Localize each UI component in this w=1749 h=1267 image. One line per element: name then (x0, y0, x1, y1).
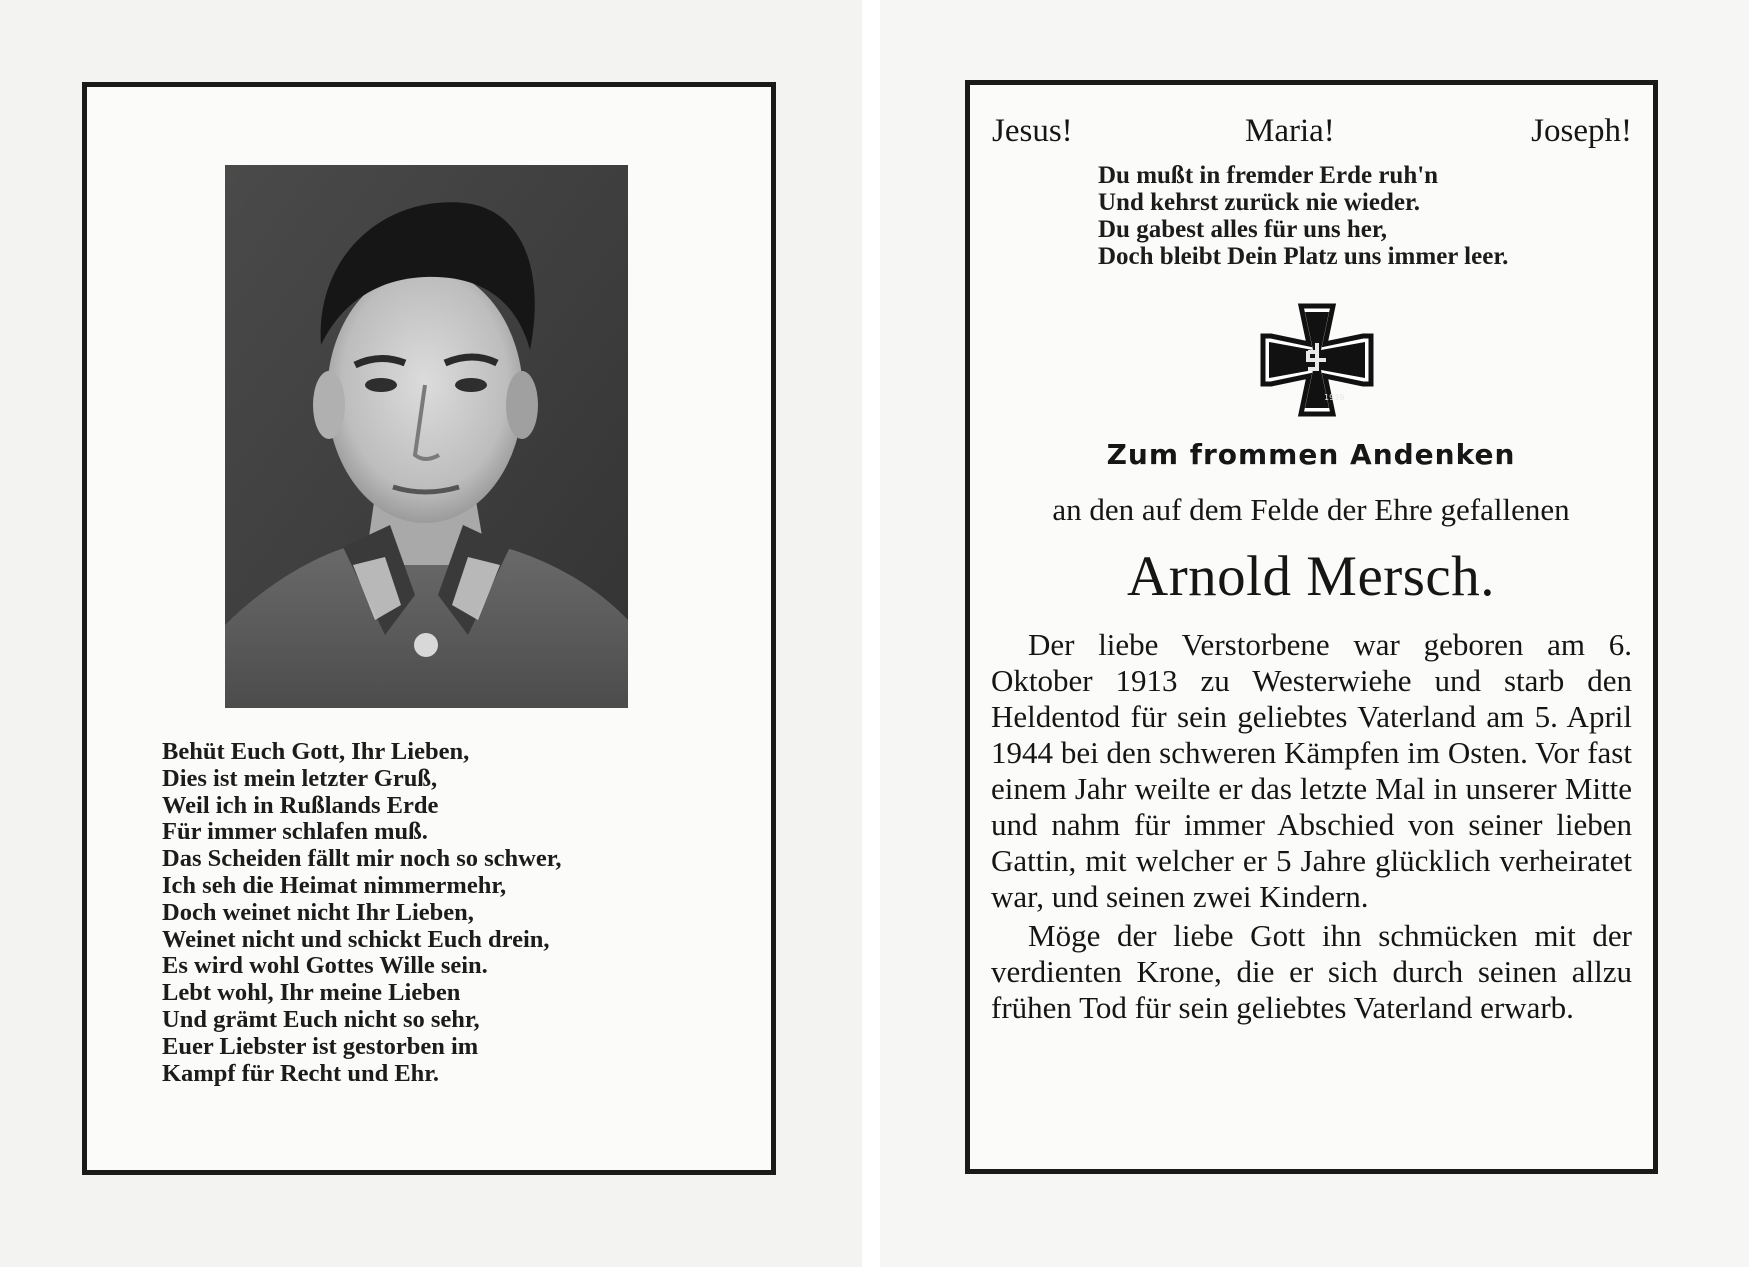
cross-year-label: 1939 (1324, 393, 1345, 402)
farewell-poem (162, 739, 722, 1087)
poem-line: Weil ich in Rußlands Erde (162, 791, 439, 819)
verse-line: Und kehrst zurück nie wieder. (1098, 189, 1421, 216)
portrait-photo (225, 165, 628, 708)
poem-line: Es wird wohl Gottes Wille sein. (162, 952, 488, 980)
poem-line: Und grämt Euch nicht so sehr, (162, 1005, 480, 1033)
memorial-subheading: an den auf dem Felde der Ehre gefallenen (1052, 492, 1570, 527)
invocation-maria: Maria! (1245, 113, 1335, 149)
memorial-heading: Zum frommen Andenken (1106, 438, 1516, 471)
poem-line: Kampf für Recht und Ehr. (162, 1059, 440, 1087)
invocation-joseph: Joseph! (1531, 113, 1632, 149)
iron-cross-icon (1259, 302, 1375, 418)
memorial-verse (1098, 162, 1508, 270)
poem-line: Behüt Euch Gott, Ihr Lieben, (162, 738, 470, 765)
verse-line: Du mußt in fremder Erde ruh'n (1098, 162, 1439, 189)
poem-line: Euer Liebster ist gestorben im (162, 1032, 479, 1060)
biography-text (991, 627, 1632, 1026)
invocation-line (990, 113, 1632, 153)
poem-line: Ich seh die Heimat nimmermehr, (162, 871, 507, 899)
poem-line: Lebt wohl, Ihr meine Lieben (162, 979, 461, 1007)
poem-line: Das Scheiden fällt mir noch so schwer, (162, 845, 562, 873)
poem-line: Doch weinet nicht Ihr Lieben, (162, 898, 474, 926)
poem-line: Dies ist mein letzter Gruß, (162, 764, 438, 792)
prayer-paragraph: Möge der liebe Gott ihn schmücken mit der verdienten Krone, die er sich durch seinen allzu frühen Tod für sein geliebtes Vaterland erwarb. (991, 918, 1632, 1025)
verse-line: Doch bleibt Dein Platz uns immer leer. (1098, 243, 1509, 270)
poem-line: Weinet nicht und schickt Euch drein, (162, 925, 550, 953)
poem-line: Für immer schlafen muß. (162, 818, 428, 846)
invocation-jesus: Jesus! (992, 113, 1073, 149)
biography-paragraph: Der liebe Verstorbene war geboren am 6. Oktober 1913 zu Westerwiehe und starb den Heldentod für sein geliebtes Vaterland am 5. April 1944 bei den schweren Kämpfen im Osten. Vor fast einem Jahr weilte er das letzte Mal in unserer Mitte und nahm für immer Abschied von seiner lieben Gattin, mit welcher er 5 Jahre glücklich verheiratet war, und seinen zwei Kindern. (991, 627, 1632, 914)
verse-line: Du gabest alles für uns her, (1098, 216, 1387, 243)
deceased-name: Arnold Mersch. (1127, 545, 1495, 608)
